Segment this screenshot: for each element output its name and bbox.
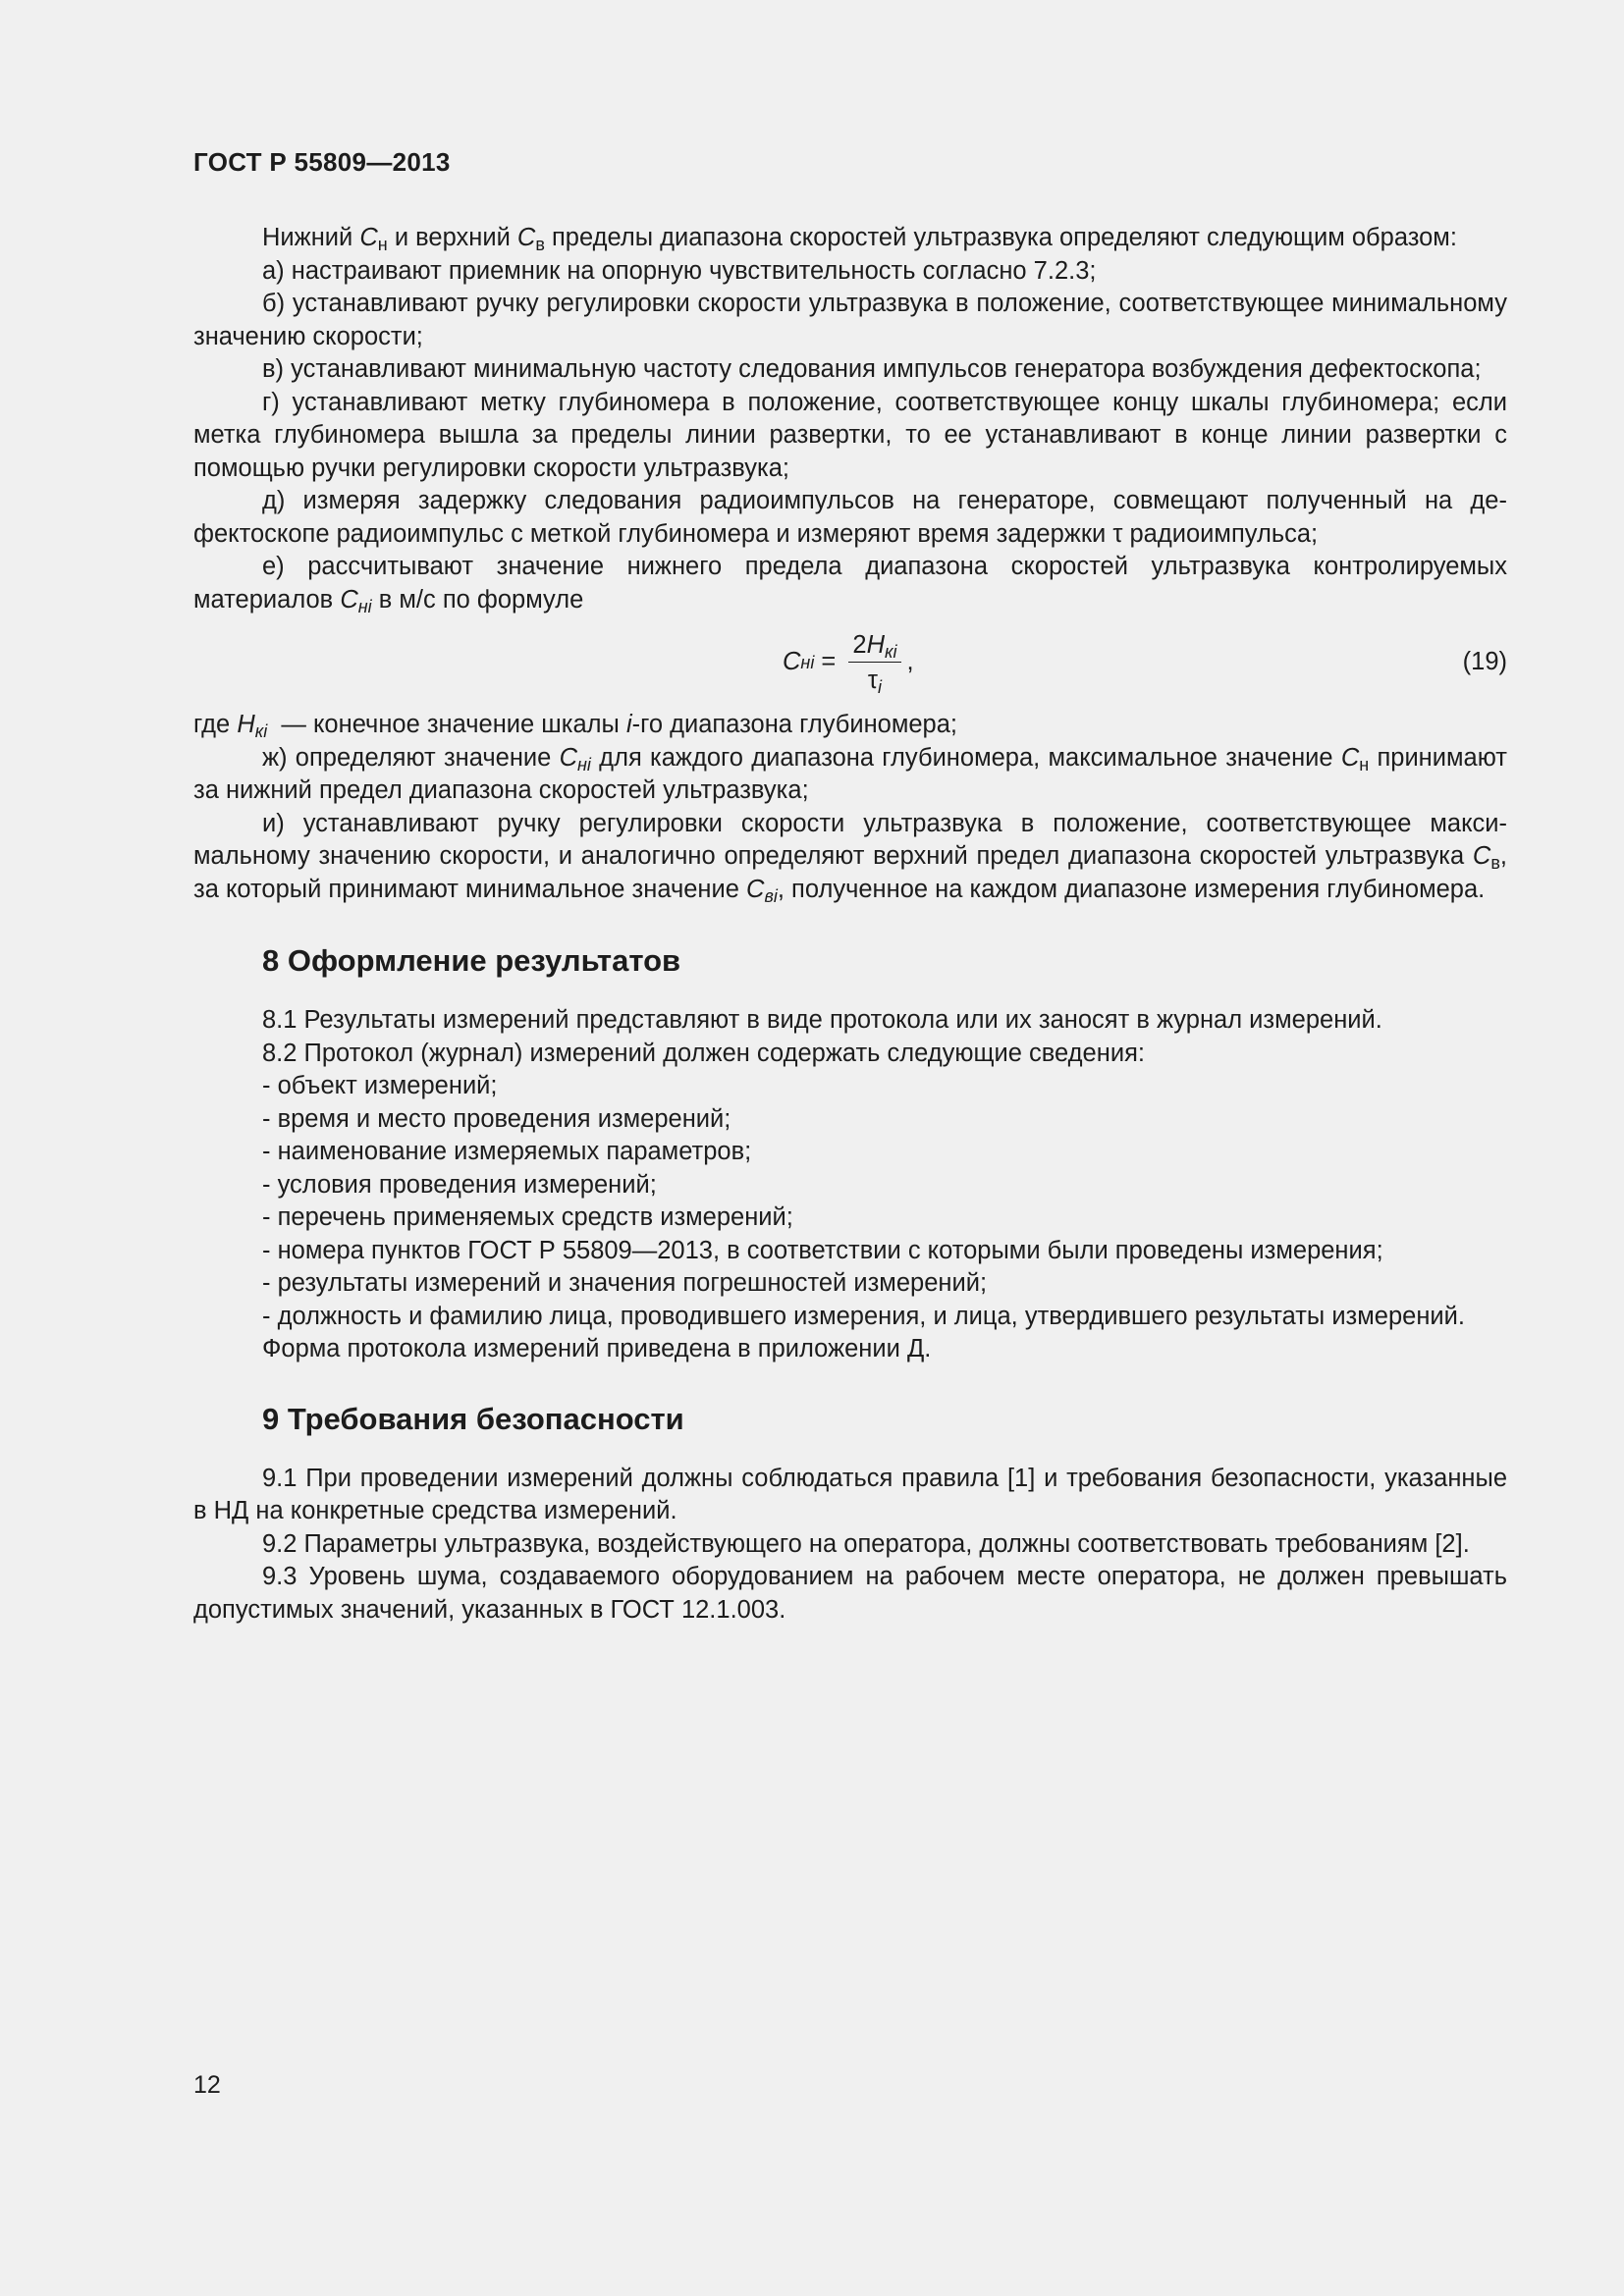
item-i: и) устанавливают ручку регулировки скорости ультразвука в положение, соответствующее максимальному значению скорости, и аналогично определяют верхний предел диапазона скоростей ультразвука $C_в$, за который принимают минимальное значение $C_{вi}$, полученное на каждом диапазоне измерения глубиномера.	[193, 809, 1507, 906]
list-item: - наименование измеряемых параметров;	[262, 1138, 752, 1165]
page-number: 12	[193, 2071, 221, 2099]
list-item: - должность и фамилию лица, проводившего измерения, и лица, утвердившего результаты измерений.	[262, 1302, 1465, 1330]
list-item: - перечень применяемых средств измерений;	[262, 1203, 793, 1231]
intro-paragraph: Нижний $C_н$ и верхний $C_в$ пределы диапазона скоростей ультразвука определяют следующим образом:	[262, 224, 1457, 254]
equation-number: (19)	[1462, 648, 1507, 675]
formula-numerator: $2H_{кi}$	[848, 630, 900, 663]
list-item: - результаты измерений и значения погрешностей измерений;	[262, 1269, 988, 1297]
protocol-form-note: Форма протокола измерений приведена в приложении Д.	[262, 1335, 932, 1362]
where-clause: где $H_{кi}$ — конечное значение шкалы i-го диапазона глубиномера;	[193, 711, 958, 741]
item-b: б) устанавливают ручку регулировки скорости ультразвука в положение, соответствующее минимальному значению скорости;	[193, 290, 1507, 350]
formula-19	[193, 622, 1507, 703]
section-8-1: 8.1 Результаты измерений представляют в виде протокола или их заносят в журнал измерений.	[262, 1006, 1382, 1034]
document-header: ГОСТ Р 55809—2013	[193, 147, 451, 177]
section-8-heading: 8 Оформление результатов	[262, 943, 681, 978]
section-8-2: 8.2 Протокол (журнал) измерений должен содержать следующие сведения:	[262, 1039, 1145, 1067]
list-item: - условия проведения измерений;	[262, 1170, 657, 1199]
list-item: - номера пунктов ГОСТ Р 55809—2013, в соответствии с которыми были проведены измерения;	[262, 1236, 1383, 1264]
section-9-heading: 9 Требования безопасности	[262, 1401, 684, 1436]
item-g: г) устанавливают метку глубиномера в положение, соответствующее концу шкалы глубиномера; если метка глубиномера вышла за пределы линии развертки, то ее устанавливают в конце линии развертки с помощью ручки регулировки скорости ультразвука;	[193, 388, 1507, 482]
section-9-1: 9.1 При проведении измерений должны соблюдаться правила [1] и требования безопасности, указанные в НД на конкретные средства измерений.	[193, 1464, 1507, 1524]
main-content	[193, 222, 1507, 1627]
section-9-3: 9.3 Уровень шума, создаваемого оборудованием на рабочем месте оператора, не должен превышать допустимых значений, указанных в ГОСТ 12.1.003.	[193, 1563, 1507, 1624]
list-item: - объект измерений;	[262, 1072, 498, 1099]
item-d: д) измеряя задержку следования радиоимпульсов на генераторе, совмещают полученный на дефектоскопе радиоимпульс с меткой глубиномера и измеряют время задержки τ радиоимпульса;	[193, 487, 1507, 548]
formula-expression: C нi = $\frac{2H_{кi}}{\tau_i}$ ,	[783, 630, 914, 697]
formula-denominator: $\tau_i$	[867, 666, 882, 697]
item-zh: ж) определяют значение $C_{нi}$ для каждого диапазона глубиномера, максимальное значение $C_н$ принимают за нижний предел диапазона скоростей ультразвука;	[193, 743, 1507, 804]
item-v: в) устанавливают минимальную частоту следования импульсов генератора возбуждения дефектоскопа;	[262, 355, 1482, 383]
formula-fraction	[848, 630, 900, 696]
section-9-2: 9.2 Параметры ультразвука, воздействующего на оператора, должны соответствовать требованиям [2].	[262, 1529, 1470, 1558]
list-item: - время и место проведения измерений;	[262, 1104, 731, 1133]
item-e: е) рассчитывают значение нижнего предела диапазона скоростей ультразвука контролируемых материалов $C_{нi}$ в м/с по формуле	[193, 553, 1507, 616]
item-a: а) настраивают приемник на опорную чувствительность согласно 7.2.3;	[262, 256, 1097, 285]
